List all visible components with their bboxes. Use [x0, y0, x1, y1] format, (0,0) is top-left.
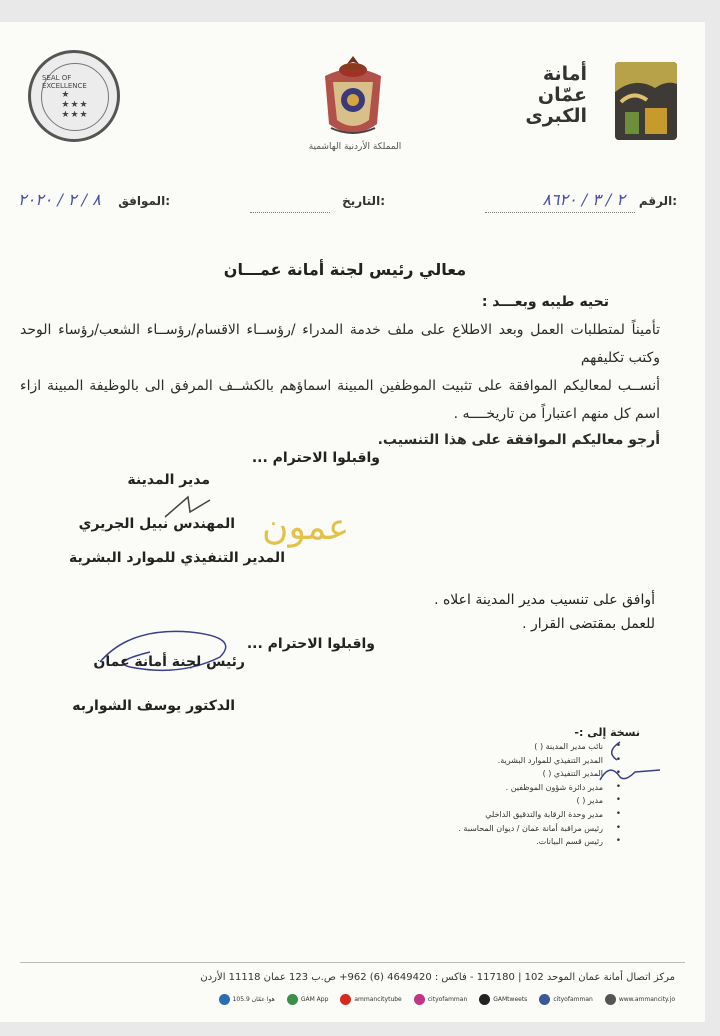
copies-title: نسخة إلى :- [574, 726, 640, 739]
copy-item: • مدير دائرة شؤون الموظفين . [287, 781, 607, 795]
crest-caption: المملكة الأردنية الهاشمية [308, 142, 402, 152]
copy-item: • نائب مدير المدينة ( ) [287, 740, 607, 754]
instagram-icon [414, 994, 425, 1005]
respect-line-2: واقبلوا الاحترام ... [246, 636, 375, 652]
seal-text: SEAL OF EXCELLENCE [42, 74, 87, 90]
jordan-crest-icon [315, 54, 391, 146]
youtube-icon [340, 994, 351, 1005]
greeting: تحيه طيبه وبعـــد : [481, 294, 609, 310]
corresponds-value: ٨ / ٢ / ٢٠٢٠ [18, 190, 101, 209]
date-label: التاريخ: [342, 194, 385, 208]
paragraph-1: تأميناً لمتطلبات العمل وبعد الاطلاع على ملف خدمة المدراء /رؤســاء الاقسام/رؤســاء الشعب/رؤساء الوحد وكتب تكليفهم [20, 322, 660, 366]
logo-line-3: الكبرى [525, 105, 587, 127]
city-manager-title: مدير المدينة [127, 472, 210, 488]
seal-stars-icon: ★ ★★★ ★★★ [61, 90, 89, 120]
social-link[interactable]: cityofamman [414, 994, 468, 1005]
social-link[interactable]: GAM App [287, 994, 329, 1005]
paragraph-2: أنســب لمعاليكم الموافقة على تثبيت الموظفين المبينة اسماؤهم بالكشــف المرفق الى بالوظيفة المبينة ازاء اسم كل منهم اعتباراً من تاريخــــه . [20, 378, 660, 422]
copy-item: • المدير التنفيذي للموارد البشرية. [287, 754, 607, 768]
copy-item: • مدير ( ) [287, 794, 607, 808]
ref-dotted-line [485, 212, 635, 213]
gam-logo-text [525, 64, 587, 127]
copy-item: • رئيس مراقبة أمانة عمان / ديوان المحاسبة . [287, 822, 607, 836]
ammon-watermark-stamp [262, 507, 349, 548]
gam-logo-icon [615, 62, 677, 140]
approval-line-2: للعمل بمقتضى القرار . [522, 616, 655, 632]
stamp-text: عمون [262, 507, 350, 548]
letter-page [0, 22, 705, 1022]
respect-line-1: واقبلوا الاحترام ... [251, 450, 380, 466]
social-links [219, 994, 675, 1005]
corresponds-label: الموافق: [118, 194, 170, 208]
copy-item: • مدير وحدة الرقابة والتدقيق الداخلي [287, 808, 607, 822]
footer-contact: مركز اتصال أمانة عمان الموحد 102 | 117180 - فاكس : 4649420 (6) 962+ ص.ب 123 عمان 11118 الأردن [200, 972, 675, 983]
facebook-icon [539, 994, 550, 1005]
social-link[interactable]: هوا عمّان 105.9 [219, 994, 275, 1005]
ref-label: الرقم: [638, 194, 677, 208]
social-link[interactable]: cityofamman [539, 994, 593, 1005]
app-icon [287, 994, 298, 1005]
initials-signature-icon [595, 732, 665, 792]
social-link[interactable]: GAMtweets [479, 994, 527, 1005]
committee-head-signature-icon [90, 622, 270, 682]
engineer-name: المهندس نبيل الجريري [78, 516, 235, 532]
copy-item: • المدير التنفيذي ( ) [287, 767, 607, 781]
logo-line-2: عمّان [537, 84, 587, 106]
logo-line-1: أمانة [542, 63, 587, 85]
hr-director-title: المدير التنفيذي للموارد البشرية [69, 550, 285, 566]
doctor-name: الدكتور يوسف الشواربه [72, 698, 235, 714]
date-dotted-line [250, 212, 330, 213]
approval-line-1: أوافق على تنسيب مدير المدينة اعلاه . [434, 592, 655, 608]
copies-list [287, 740, 607, 849]
seal-of-excellence-logo [28, 50, 120, 142]
web-icon [605, 994, 616, 1005]
radio-icon [219, 994, 230, 1005]
copy-item: • رئيس قسم البيانات. [287, 835, 607, 849]
social-link[interactable]: www.ammancity.jo [605, 994, 675, 1005]
paragraph-3: أرجو معاليكم الموافقة على هذا التنسيب. [377, 432, 660, 448]
committee-head-title: رئيس لجنة أمانة عمان [93, 654, 245, 670]
ref-value: ٢ / ٣ / ٨٦٢٠ [542, 190, 625, 209]
twitter-icon [479, 994, 490, 1005]
social-link[interactable]: ammancitytube [340, 994, 401, 1005]
salutation: معالي رئيس لجنة أمانة عمـــان [223, 260, 467, 279]
footer-divider [20, 962, 685, 963]
